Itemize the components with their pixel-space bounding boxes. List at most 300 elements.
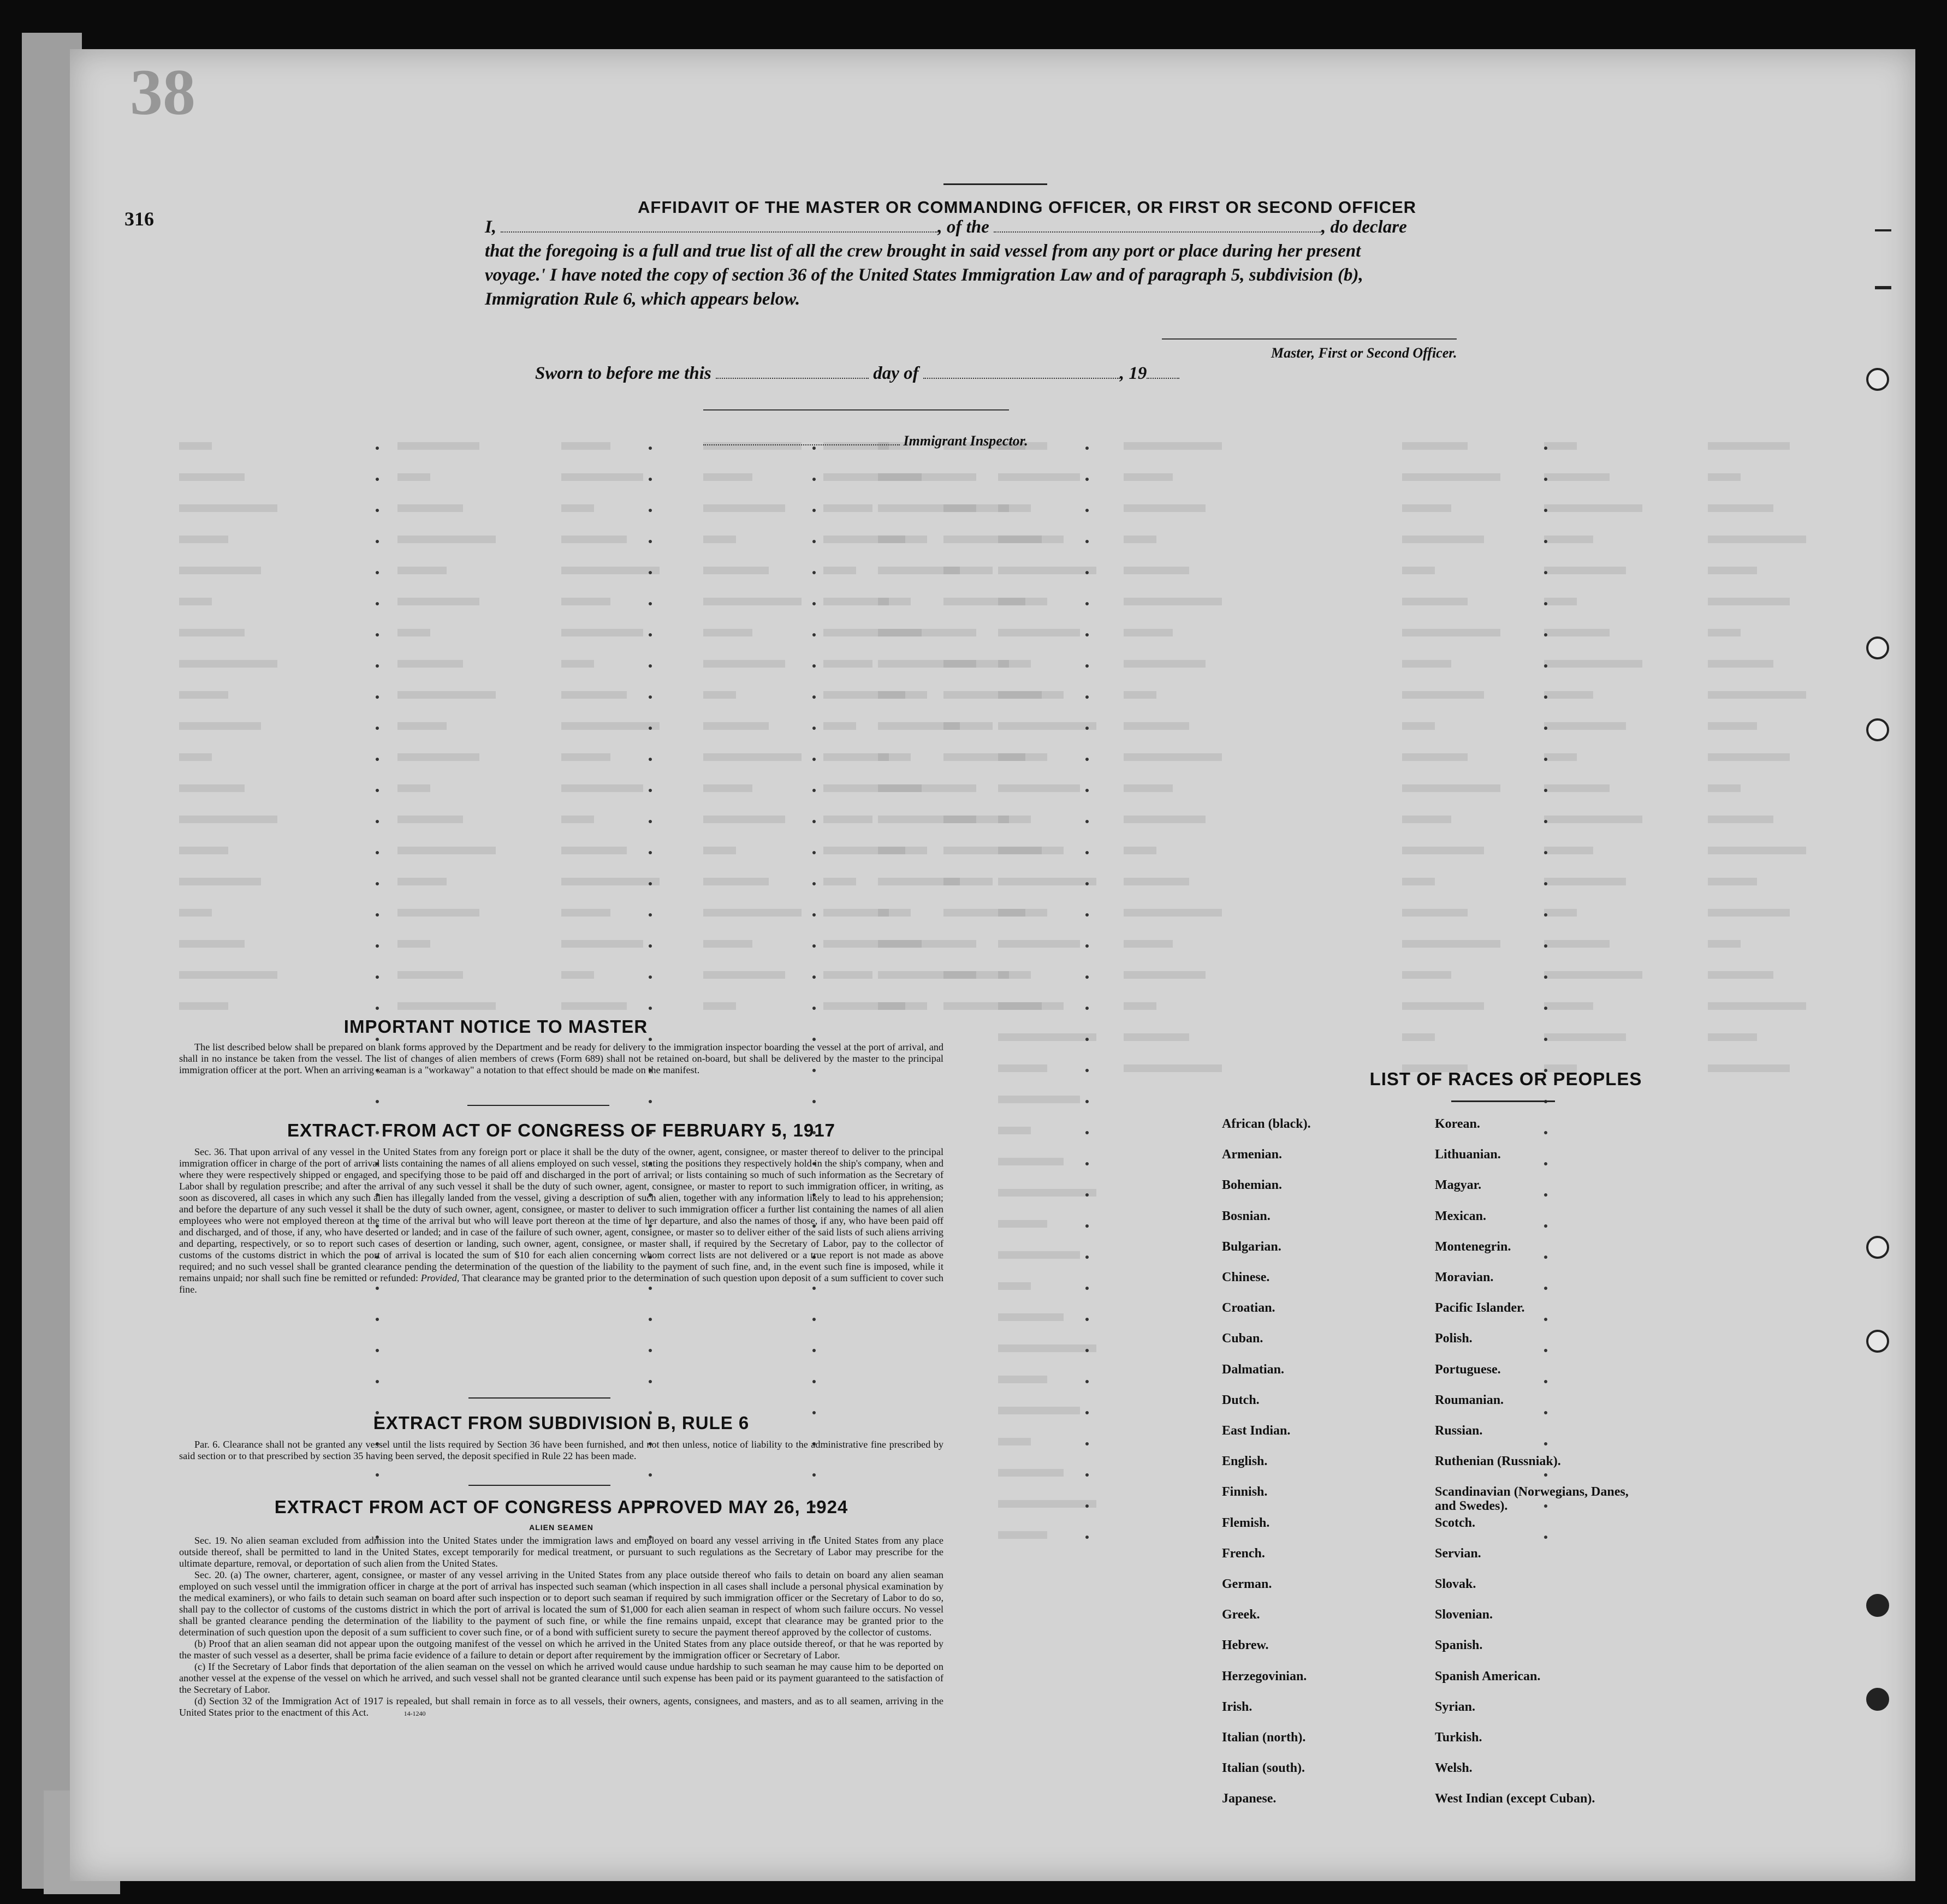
bleed-through-mark xyxy=(1708,442,1790,450)
bleed-through-mark xyxy=(179,629,245,636)
bleed-through-dot xyxy=(376,975,379,979)
corner-number-mark: 38 xyxy=(130,56,195,128)
race-item: Servian. xyxy=(1435,1546,1481,1561)
bleed-through-mark xyxy=(397,1002,496,1010)
race-item: Russian. xyxy=(1435,1424,1483,1438)
race-item: Scotch. xyxy=(1435,1515,1475,1530)
bleed-through-mark xyxy=(1402,598,1468,605)
bleed-through-mark xyxy=(1544,473,1610,481)
bleed-through-mark xyxy=(1708,909,1790,917)
bleed-through-mark xyxy=(1402,971,1451,979)
binder-hole xyxy=(1866,1236,1889,1259)
race-item: Bohemian. xyxy=(1222,1178,1283,1193)
sec-20c-body: (c) If the Secretary of Labor finds that deportation of the alien seaman on the vessel on which he arrived would cause undue hardship to such seaman he may cause him to be deported on another vessel at the expense of the vessel on which he arrived, and such vessel shall not be granted clearance until such expense has been paid or its payment guaranteed to the satisfaction of the Secretary of Labor. xyxy=(179,1661,943,1695)
bleed-through-mark xyxy=(998,1376,1047,1383)
race-item: Syrian. xyxy=(1435,1699,1476,1714)
bleed-through-dot xyxy=(812,1038,816,1041)
bleed-through-mark xyxy=(397,940,430,948)
bleed-through-dot xyxy=(812,571,816,574)
bleed-through-mark xyxy=(1402,784,1500,792)
bleed-through-dot xyxy=(812,1100,816,1103)
bleed-through-mark xyxy=(1708,536,1806,543)
bleed-through-dot xyxy=(1544,664,1547,668)
inspector-blank xyxy=(703,431,900,445)
bleed-through-mark xyxy=(561,629,643,636)
bleed-through-mark xyxy=(1124,691,1156,699)
bleed-through-mark xyxy=(823,971,872,979)
inspector-caption-text: Immigrant Inspector. xyxy=(903,433,1028,449)
race-item: Scandinavian (Norwegians, Danes, and Swedes). xyxy=(1435,1485,1629,1514)
bleed-through-dot xyxy=(376,1349,379,1352)
bleed-through-dot xyxy=(376,820,379,823)
bleed-through-mark xyxy=(1124,536,1156,543)
bleed-through-dot xyxy=(1085,540,1089,543)
bleed-through-mark xyxy=(1124,504,1206,512)
bleed-through-mark xyxy=(703,598,802,605)
bleed-through-mark xyxy=(703,660,785,668)
bleed-through-dot xyxy=(376,1473,379,1477)
bleed-through-mark xyxy=(998,536,1064,543)
bleed-through-mark xyxy=(1708,1002,1806,1010)
bleed-through-dot xyxy=(812,695,816,699)
bleed-through-dot xyxy=(812,944,816,948)
bleed-through-mark xyxy=(1402,1002,1484,1010)
bleed-through-mark xyxy=(179,909,212,917)
bleed-through-mark xyxy=(561,784,643,792)
bleed-through-mark xyxy=(561,598,610,605)
bleed-through-mark xyxy=(561,442,610,450)
bleed-through-mark xyxy=(397,660,463,668)
bleed-through-mark xyxy=(1402,940,1500,948)
bleed-through-mark xyxy=(397,629,430,636)
bleed-through-mark xyxy=(1402,1033,1435,1041)
bleed-through-dot xyxy=(649,602,652,605)
bleed-through-mark xyxy=(1124,1033,1189,1041)
bleed-through-dot xyxy=(649,509,652,512)
bleed-through-dot xyxy=(1085,478,1089,481)
bleed-through-dot xyxy=(1085,789,1089,792)
bleed-through-mark xyxy=(561,878,660,885)
bleed-through-dot xyxy=(649,633,652,636)
bleed-through-dot xyxy=(376,664,379,668)
alien-seamen-subtitle: ALIEN SEAMEN xyxy=(529,1523,593,1532)
bleed-through-mark xyxy=(1544,504,1642,512)
bleed-through-mark xyxy=(703,784,752,792)
race-item: Pacific Islander. xyxy=(1435,1301,1525,1316)
bleed-through-mark xyxy=(1544,1002,1593,1010)
bleed-through-mark xyxy=(703,940,752,948)
extract-rule6-text xyxy=(179,1439,943,1462)
bleed-through-dot xyxy=(1544,540,1547,543)
bleed-through-dot xyxy=(1544,1349,1547,1352)
bleed-through-mark xyxy=(823,660,872,668)
bleed-through-mark xyxy=(998,1282,1031,1290)
bleed-through-mark xyxy=(1544,940,1610,948)
bleed-through-dot xyxy=(1085,571,1089,574)
bleed-through-mark xyxy=(703,909,802,917)
rule6-body: Par. 6. Clearance shall not be granted any vessel until the lists required by Section 36 have been furnished, and not then unless, notice of liability to the administrative fine prescribed by said section or to that prescribed by section 35 having been served, the deposit specified in Rule 22 has been made. xyxy=(179,1439,943,1461)
race-item: Bulgarian. xyxy=(1222,1239,1281,1254)
bleed-through-dot xyxy=(376,789,379,792)
bleed-through-mark xyxy=(1544,660,1642,668)
bleed-through-mark xyxy=(1402,691,1484,699)
month-blank xyxy=(923,365,1120,379)
bleed-through-mark xyxy=(878,909,911,917)
bleed-through-mark xyxy=(179,567,261,574)
bleed-through-dot xyxy=(1085,1069,1089,1072)
bleed-through-dot xyxy=(376,1007,379,1010)
bleed-through-mark xyxy=(397,442,479,450)
bleed-through-mark xyxy=(1544,536,1593,543)
race-item: Croatian. xyxy=(1222,1301,1275,1316)
race-item: Italian (north). xyxy=(1222,1730,1306,1745)
bleed-through-dot xyxy=(1544,882,1547,885)
bleed-through-mark xyxy=(1544,1033,1626,1041)
bleed-through-mark xyxy=(1124,1002,1156,1010)
bleed-through-dot xyxy=(1544,1007,1547,1010)
bleed-through-dot xyxy=(812,975,816,979)
bleed-through-dot xyxy=(376,851,379,854)
bleed-through-mark xyxy=(561,1002,627,1010)
bleed-through-mark xyxy=(561,816,594,823)
bleed-through-dot xyxy=(649,820,652,823)
bleed-through-mark xyxy=(943,878,993,885)
races-title: LIST OF RACES OR PEOPLES xyxy=(1369,1069,1642,1089)
bleed-through-dot xyxy=(1544,571,1547,574)
bleed-through-mark xyxy=(998,473,1080,481)
signature-caption: Master, First or Second Officer. xyxy=(1271,345,1457,361)
sec-20d xyxy=(179,1695,943,1719)
bleed-through-mark xyxy=(1124,878,1189,885)
race-item: Slovak. xyxy=(1435,1577,1476,1591)
bleed-through-mark xyxy=(703,878,769,885)
bleed-through-mark xyxy=(703,847,736,854)
divider xyxy=(1451,1100,1555,1102)
bleed-through-mark xyxy=(1544,567,1626,574)
bleed-through-mark xyxy=(703,1002,736,1010)
bleed-through-dot xyxy=(1085,851,1089,854)
bleed-through-mark xyxy=(1124,722,1189,730)
race-item: Welsh. xyxy=(1435,1761,1473,1776)
bleed-through-mark xyxy=(1124,567,1189,574)
race-item: Spanish. xyxy=(1435,1638,1483,1653)
binder-hole xyxy=(1866,1330,1889,1353)
race-item: Slovenian. xyxy=(1435,1608,1493,1622)
bleed-through-mark xyxy=(998,1002,1064,1010)
bleed-through-dot xyxy=(1085,727,1089,730)
bleed-through-dot xyxy=(1085,1131,1089,1134)
notice-title: IMPORTANT NOTICE TO MASTER xyxy=(343,1016,648,1037)
signature-line xyxy=(1162,338,1457,340)
race-item: Portuguese. xyxy=(1435,1362,1501,1377)
bleed-through-dot xyxy=(1544,1473,1547,1477)
proviso-body: That clearance may be granted prior to the determination of such question upon deposit of a sum sufficient to cover such fine. xyxy=(179,1272,944,1295)
bleed-through-mark xyxy=(998,909,1047,917)
bleed-through-dot xyxy=(376,695,379,699)
bleed-through-dot xyxy=(812,727,816,730)
bleed-through-dot xyxy=(376,1380,379,1383)
bleed-through-mark xyxy=(823,504,872,512)
affidavit-declare: , do declare xyxy=(1321,217,1407,237)
bleed-through-mark xyxy=(1402,473,1500,481)
bleed-through-dot xyxy=(1085,695,1089,699)
bleed-through-mark xyxy=(1402,536,1484,543)
bleed-through-dot xyxy=(1085,1224,1089,1228)
bleed-through-mark xyxy=(1124,971,1206,979)
race-item: Magyar. xyxy=(1435,1178,1482,1193)
bleed-through-mark xyxy=(397,473,430,481)
bleed-through-mark xyxy=(1708,567,1757,574)
bleed-through-dot xyxy=(649,447,652,450)
bleed-through-dot xyxy=(1544,851,1547,854)
bleed-through-mark xyxy=(397,722,447,730)
bleed-through-mark xyxy=(1124,1064,1222,1072)
bleed-through-mark xyxy=(943,784,976,792)
extract-1917-title: EXTRACT FROM ACT OF CONGRESS OF FEBRUARY 5, 1917 xyxy=(287,1120,835,1140)
bleed-through-mark xyxy=(179,536,228,543)
divider xyxy=(943,183,1047,185)
bleed-through-mark xyxy=(1124,940,1173,948)
extract-1917-text xyxy=(179,1146,943,1295)
bleed-through-dot xyxy=(1544,509,1547,512)
bleed-through-mark xyxy=(397,909,479,917)
bleed-through-dot xyxy=(376,509,379,512)
bleed-through-mark xyxy=(823,722,856,730)
bleed-through-mark xyxy=(1708,753,1790,761)
sec-19 xyxy=(179,1535,943,1569)
bleed-through-dot xyxy=(649,1349,652,1352)
bleed-through-mark xyxy=(397,784,430,792)
bleed-through-mark xyxy=(998,1033,1096,1041)
bleed-through-mark xyxy=(943,567,993,574)
bleed-through-dot xyxy=(1085,602,1089,605)
bleed-through-dot xyxy=(1544,820,1547,823)
bleed-through-mark xyxy=(998,1407,1080,1414)
bleed-through-dot xyxy=(649,944,652,948)
bleed-through-dot xyxy=(1544,913,1547,917)
bleed-through-mark xyxy=(998,847,1064,854)
bleed-through-mark xyxy=(703,473,752,481)
notice-text xyxy=(179,1042,943,1076)
bleed-through-mark xyxy=(998,1096,1080,1103)
race-item: Japanese. xyxy=(1222,1792,1277,1806)
bleed-through-mark xyxy=(1124,753,1222,761)
bleed-through-mark xyxy=(943,629,976,636)
bleed-through-mark xyxy=(1402,660,1451,668)
bleed-through-dot xyxy=(1085,1536,1089,1539)
bleed-through-mark xyxy=(703,971,785,979)
bleed-through-mark xyxy=(998,1344,1096,1352)
bleed-through-dot xyxy=(1085,1349,1089,1352)
bleed-through-mark xyxy=(998,784,1080,792)
bleed-through-mark xyxy=(1124,909,1222,917)
sec-20d-body: (d) Section 32 of the Immigration Act of 1917 is repealed, but shall remain in force as to all vessels, their owners, agents, consignees, and masters, and as to all seamen, arriving in the United States prior to the enactment of this Act. xyxy=(179,1695,943,1718)
bleed-through-dot xyxy=(649,1473,652,1477)
race-item: Korean. xyxy=(1435,1117,1480,1131)
bleed-through-dot xyxy=(812,1349,816,1352)
bleed-through-mark xyxy=(878,753,911,761)
bleed-through-dot xyxy=(1085,1411,1089,1414)
bleed-through-mark xyxy=(1544,784,1610,792)
bleed-through-mark xyxy=(1544,753,1577,761)
day-blank xyxy=(716,365,869,379)
bleed-through-mark xyxy=(1708,971,1773,979)
bleed-through-dot xyxy=(649,571,652,574)
race-item: Chinese. xyxy=(1222,1270,1270,1284)
divider xyxy=(467,1105,609,1106)
bleed-through-mark xyxy=(1708,847,1806,854)
bleed-through-mark xyxy=(703,504,785,512)
bleed-through-mark xyxy=(1402,442,1468,450)
bleed-through-dot xyxy=(649,758,652,761)
bleed-through-mark xyxy=(998,1189,1096,1197)
bleed-through-mark xyxy=(703,629,752,636)
bleed-through-dot xyxy=(1544,1380,1547,1383)
bleed-through-dot xyxy=(1544,1411,1547,1414)
bleed-through-mark xyxy=(561,753,610,761)
bleed-through-dot xyxy=(376,447,379,450)
bleed-through-dot xyxy=(1544,727,1547,730)
bleed-through-mark xyxy=(179,753,212,761)
bleed-through-mark xyxy=(397,536,496,543)
race-item: Italian (south). xyxy=(1222,1761,1305,1776)
bleed-through-dot xyxy=(1544,944,1547,948)
bleed-through-dot xyxy=(812,664,816,668)
bleed-through-dot xyxy=(376,478,379,481)
bleed-through-mark xyxy=(179,691,228,699)
bleed-through-mark xyxy=(703,816,785,823)
bleed-through-dot xyxy=(1085,1162,1089,1165)
bleed-through-mark xyxy=(179,971,277,979)
race-item: West Indian (except Cuban). xyxy=(1435,1792,1595,1806)
bleed-through-mark xyxy=(1402,629,1500,636)
bleed-through-mark xyxy=(1708,722,1757,730)
bleed-through-dot xyxy=(376,1318,379,1321)
bleed-through-dot xyxy=(649,882,652,885)
bleed-through-mark xyxy=(1544,909,1577,917)
bleed-through-dot xyxy=(376,602,379,605)
bleed-through-mark xyxy=(1124,847,1156,854)
bleed-through-mark xyxy=(703,753,802,761)
affidavit-i: I, xyxy=(485,217,497,237)
bleed-through-mark xyxy=(1124,629,1173,636)
bleed-through-mark xyxy=(998,971,1031,979)
bleed-through-dot xyxy=(376,571,379,574)
bleed-through-mark xyxy=(1402,504,1451,512)
bleed-through-mark xyxy=(998,1064,1047,1072)
bleed-through-mark xyxy=(823,816,872,823)
bleed-through-mark xyxy=(1544,878,1626,885)
bleed-through-dot xyxy=(1085,1473,1089,1477)
bleed-through-mark xyxy=(998,1469,1064,1477)
bleed-through-dot xyxy=(1085,758,1089,761)
bleed-through-mark xyxy=(823,567,856,574)
bleed-through-mark xyxy=(397,504,463,512)
bleed-through-mark xyxy=(998,940,1080,948)
bleed-through-dot xyxy=(1085,1038,1089,1041)
bleed-through-dot xyxy=(649,727,652,730)
bleed-through-dot xyxy=(649,851,652,854)
bleed-through-dot xyxy=(812,1473,816,1477)
bleed-through-mark xyxy=(1124,816,1206,823)
bleed-through-dot xyxy=(1544,789,1547,792)
bleed-through-dot xyxy=(1085,664,1089,668)
sworn-prefix: Sworn to before me this xyxy=(535,364,711,383)
bleed-through-dot xyxy=(649,789,652,792)
bleed-through-mark xyxy=(1124,660,1206,668)
bleed-through-mark xyxy=(1402,722,1435,730)
bleed-through-mark xyxy=(1544,847,1593,854)
bleed-through-mark xyxy=(1544,816,1642,823)
sec-19-body: No alien seaman excluded from admission into the United States under the immigration laws and employed on board any vessel arriving in the United States from any place outside thereof, shall be permitted to land in the United States, except temporarily for medical treatment, or pursuant to such regulations as the Secretary of Labor may prescribe for the ultimate departure, removal, or deportation of such alien from the United States. xyxy=(179,1535,944,1569)
bleed-through-dot xyxy=(1085,1380,1089,1383)
bleed-through-mark xyxy=(878,473,943,481)
race-item: East Indian. xyxy=(1222,1424,1291,1438)
bleed-through-dot xyxy=(1085,1318,1089,1321)
bleed-through-mark xyxy=(179,442,212,450)
bleed-through-mark xyxy=(561,847,627,854)
bleed-through-dot xyxy=(649,975,652,979)
bleed-through-mark xyxy=(998,1500,1096,1508)
bleed-through-mark xyxy=(397,691,496,699)
bleed-through-mark xyxy=(1402,909,1468,917)
bleed-through-dot xyxy=(1544,1536,1547,1539)
bleed-through-dot xyxy=(1544,758,1547,761)
proviso-label: Provided, xyxy=(420,1272,460,1283)
race-item: Lithuanian. xyxy=(1435,1147,1501,1162)
bleed-through-dot xyxy=(1544,1162,1547,1165)
affidavit-line-4: Immigration Rule 6, which appears below. xyxy=(485,289,800,309)
bleed-through-dot xyxy=(1085,509,1089,512)
bleed-through-dot xyxy=(1544,447,1547,450)
race-item: German. xyxy=(1222,1577,1272,1591)
race-item: Polish. xyxy=(1435,1331,1473,1346)
race-item: Dalmatian. xyxy=(1222,1362,1284,1377)
bleed-through-mark xyxy=(1708,660,1773,668)
bleed-through-dot xyxy=(1085,882,1089,885)
bleed-through-dot xyxy=(812,789,816,792)
bleed-through-mark xyxy=(998,1251,1080,1259)
bleed-through-dot xyxy=(376,727,379,730)
bleed-through-mark xyxy=(998,1127,1031,1134)
bleed-through-mark xyxy=(1708,691,1806,699)
binder-hole xyxy=(1866,718,1889,741)
bleed-through-mark xyxy=(943,940,976,948)
bleed-through-dot xyxy=(812,1007,816,1010)
bleed-through-dot xyxy=(1544,1318,1547,1321)
sec-36-body: That upon arrival of any vessel in the United States from any foreign port or place it shall be the duty of the owner, agent, consignee, or master thereof to deliver to the principal immigration officer in charge of the port of arrival lists containing the names of all aliens employed on such vessel, stating the positions they respectively hold in the ship's company, when and where they were respectively shipped or engaged, and specifying those to be paid off and discharged in the port of arrival; or lists containing so much of such information as the Secretary of Labor shall by regulation prescribe; and after the arrival of any such vessel it shall be the duty of such owner, agent, consignee, or master to report to such immigration officer, in writing, as soon as discovered, all cases in which any such alien has illegally landed from the vessel, giving a description of such alien, together with any information likely to lead to his apprehension; and before the departure of any such vessel it shall be the duty of such owner, agent, consignee, or master to deliver to such immigration officer a further list containing the names of all alien employees who were not employed thereon at the time of the arrival but who will leave port thereon at the time of her departure, and also the names of those, if any, who have been paid off and discharged, and of those, if any, who have deserted or landed; and in case of the failure of such owner, agent, consignee, or master so to deliver either of the said lists of such aliens arriving and departing, respectively, or so to report such cases of desertion or landing, such owner, agent, consignee, or master shall, if required by the Secretary of Labor, pay to the collector of customs of the customs district in which the port of arrival is located the sum of $10 for each alien concerning whom correct lists are not delivered or a true report is not made as above required; and no such vessel shall be granted clearance pending the determination of the question of the liability to the payment of such fine, and, in the event such fine is imposed, while it remains unpaid; nor shall such fine be remitted or refunded: xyxy=(179,1146,944,1283)
bleed-through-dot xyxy=(376,1038,379,1041)
bleed-through-mark xyxy=(1708,816,1773,823)
sec-20a xyxy=(179,1569,943,1638)
bleed-through-mark xyxy=(823,878,856,885)
bleed-through-mark xyxy=(1124,442,1222,450)
bleed-through-mark xyxy=(998,878,1096,885)
bleed-through-dot xyxy=(1544,1256,1547,1259)
sworn-year: , 19 xyxy=(1119,364,1147,383)
bleed-through-mark xyxy=(703,691,736,699)
bleed-through-mark xyxy=(1708,1033,1757,1041)
bleed-through-dot xyxy=(1544,1193,1547,1197)
affidavit-line-2: that the foregoing is a full and true list of all the crew brought in said vessel from any port or place during her present xyxy=(485,241,1361,261)
bleed-through-dot xyxy=(1544,1038,1547,1041)
bleed-through-mark xyxy=(179,878,261,885)
bleed-through-mark xyxy=(878,1002,927,1010)
race-item: English. xyxy=(1222,1454,1268,1469)
affidavit-line-1 xyxy=(485,217,1577,237)
bleed-through-mark xyxy=(179,784,245,792)
race-item: Montenegrin. xyxy=(1435,1239,1511,1254)
